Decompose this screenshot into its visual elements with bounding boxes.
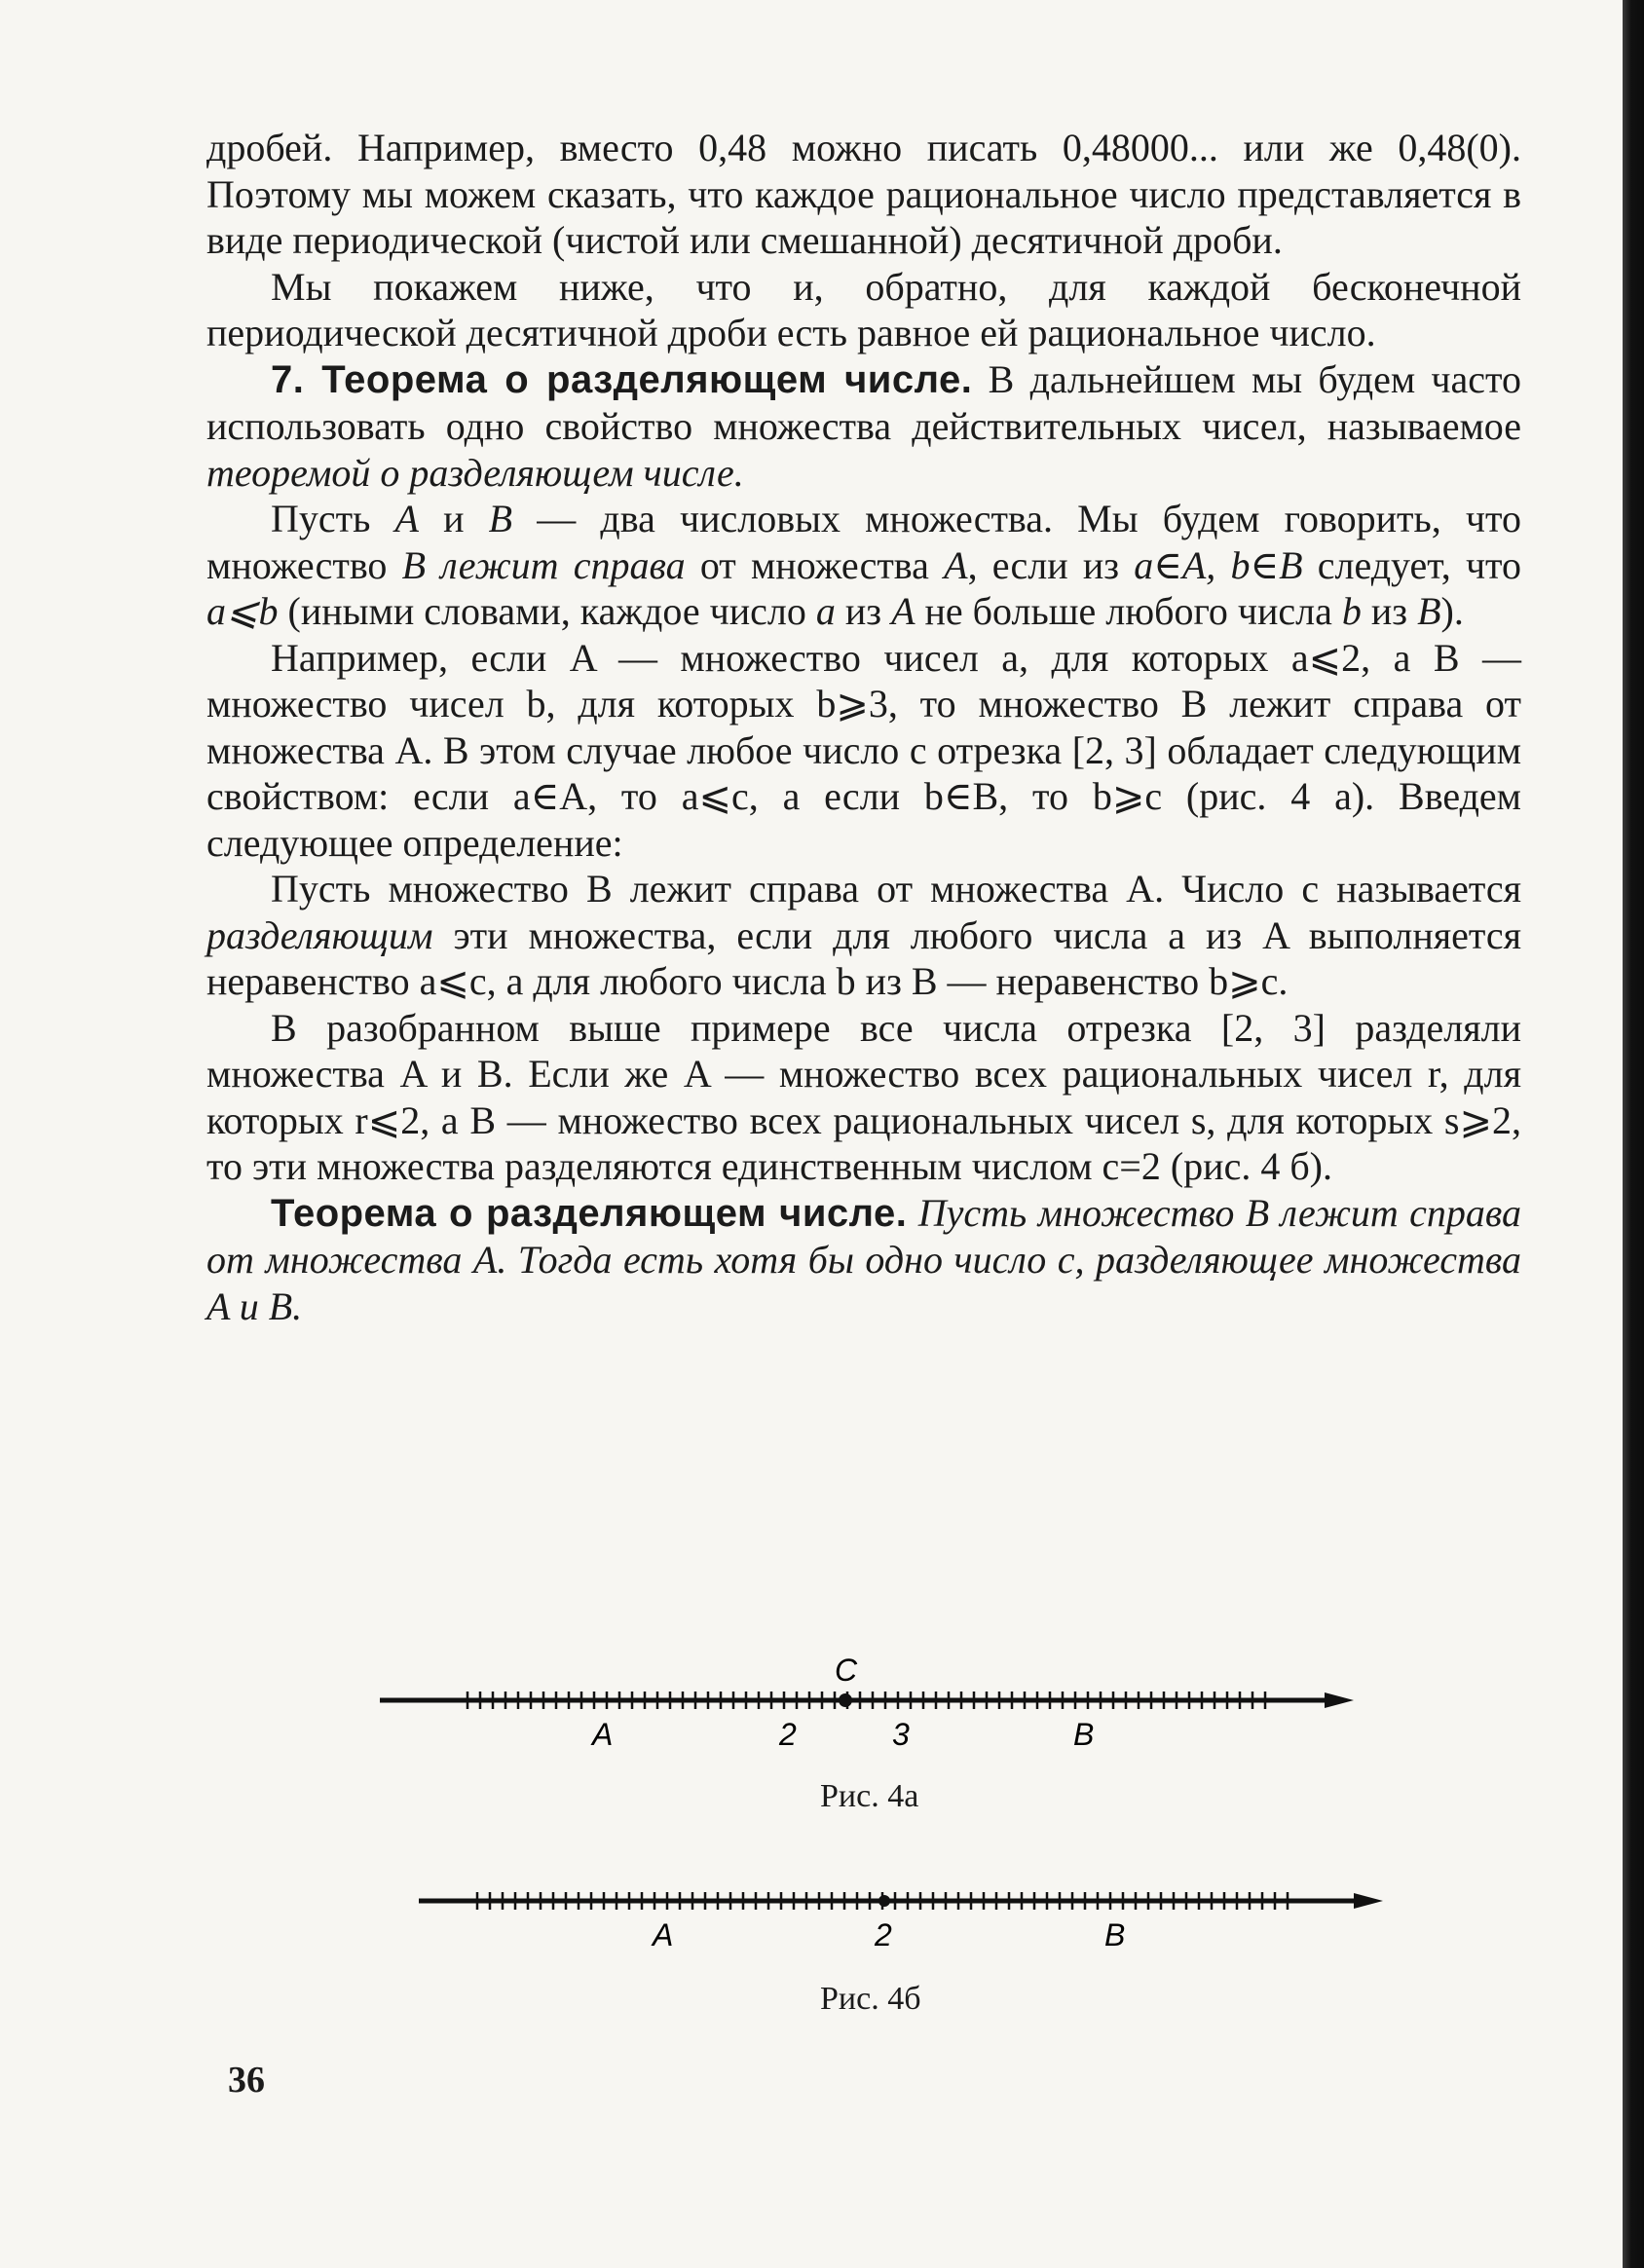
text-run: не больше любого числа xyxy=(915,589,1342,633)
text-run: и xyxy=(418,497,489,540)
paragraph-example: Например, если A — множество чисел a, для которых a⩽2, а B — множество чисел b, для которых b⩾3, то множество B лежит справа от множества A. В этом случае любое число c отрезка [2, 3] обладает следующим свойством: если a∈A, то a⩽c, а если b∈B, то b⩾c (рис. 4 a). Введем следующее определение: xyxy=(206,635,1521,865)
text-run: — два числовых множества. Мы будем говорить, что множество xyxy=(206,497,1521,587)
label-2: 2 xyxy=(875,1917,892,1952)
paragraph-definition-separating xyxy=(206,866,1521,1005)
label-B: B xyxy=(1104,1917,1126,1952)
caption-4b: Рис. 4б xyxy=(820,1981,921,2017)
label-2: 2 xyxy=(779,1717,797,1752)
theorem-statement: Пусть множество B лежит справа от множества A. Тогда есть хотя бы одно число c, разделяющее множества A и B. xyxy=(206,1190,1521,1328)
term-separating: разделяющим xyxy=(206,912,433,957)
symbol-B: B xyxy=(401,542,427,587)
text-run: следует, что xyxy=(1302,542,1522,587)
paragraph-1: дробей. Например, вместо 0,48 можно писать 0,48000... или же 0,48(0). Поэтому мы можем сказать, что каждое рациональное число представляется в виде периодической (чистой или смешанной) десятичной дроби. xyxy=(206,126,1521,262)
formula-membership: a∈A, b∈B xyxy=(1134,542,1303,587)
text-run: из xyxy=(1361,589,1418,633)
symbol-B: B xyxy=(1417,589,1441,633)
text-run: из xyxy=(835,589,892,633)
figure-4b xyxy=(390,1846,1441,1953)
number-line-4a xyxy=(351,1646,1402,1753)
paragraph-example-2: В разобранном выше примере все числа отрезка [2, 3] разделяли множества A и B. Если же A — множество всех рациональных чисел r, для которых r⩽2, а B — множество всех рациональных чисел s, для которых s⩾2, то эти множества разделяются единственным числом c=2 (рис. 4 б). xyxy=(206,1005,1521,1188)
text-run xyxy=(426,543,440,587)
label-A: A xyxy=(592,1717,614,1752)
section-intro-text: В дальнейшем мы будем часто использовать одно свойство множества действительных чисел, называемое xyxy=(206,356,1521,448)
arrow-head xyxy=(1325,1692,1354,1708)
symbol-a: a xyxy=(815,589,836,633)
text-run: эти множества, если для любого числа a из A выполняется неравенство a⩽c, а для любого числа b из B — неравенство b⩾c. xyxy=(206,912,1521,1003)
theorem-heading: Теорема о разделяющем числе. xyxy=(271,1191,908,1235)
text-run: от множества xyxy=(685,542,945,587)
body-text xyxy=(206,125,1521,1329)
formula-inequality: a⩽b xyxy=(206,589,279,633)
caption-4a: Рис. 4а xyxy=(820,1778,919,1814)
term-lies-right: лежит справа xyxy=(440,542,686,587)
point-2 xyxy=(878,1895,890,1907)
figure-4a xyxy=(351,1646,1402,1753)
paragraph-2: Мы покажем ниже, что и, обратно, для каждой бесконечной периодической десятичной дроби есть равное ей рациональное число. xyxy=(206,264,1521,354)
page-number: 36 xyxy=(228,2060,265,2101)
number-line-4b xyxy=(390,1846,1441,1953)
text-run: (иными словами, каждое число xyxy=(278,589,816,633)
arrow-head xyxy=(1354,1893,1383,1909)
page-edge-shadow xyxy=(1623,0,1644,2268)
text-run: Пусть xyxy=(271,497,395,540)
symbol-B: B xyxy=(488,497,513,540)
text-run: ). xyxy=(1440,589,1464,633)
symbol-A: A xyxy=(394,497,419,540)
paragraph-section-7 xyxy=(206,356,1521,497)
label-A: A xyxy=(653,1917,674,1952)
label-3: 3 xyxy=(892,1717,910,1752)
point-c xyxy=(839,1693,852,1707)
symbol-A: A xyxy=(944,542,968,587)
section-heading: 7. Теорема о разделяющем числе. xyxy=(271,357,973,401)
theorem-name: теоремой о разделяющем числе. xyxy=(206,450,744,495)
symbol-b: b xyxy=(1341,589,1362,633)
paragraph-theorem xyxy=(206,1190,1521,1330)
label-c: C xyxy=(835,1653,858,1688)
symbol-A: A xyxy=(891,589,915,633)
text-run: , если из xyxy=(967,542,1135,587)
paragraph-definition-right xyxy=(206,496,1521,635)
text-run: Пусть множество B лежит справа от множества A. Число c называется xyxy=(271,867,1521,911)
label-B: B xyxy=(1073,1717,1095,1752)
